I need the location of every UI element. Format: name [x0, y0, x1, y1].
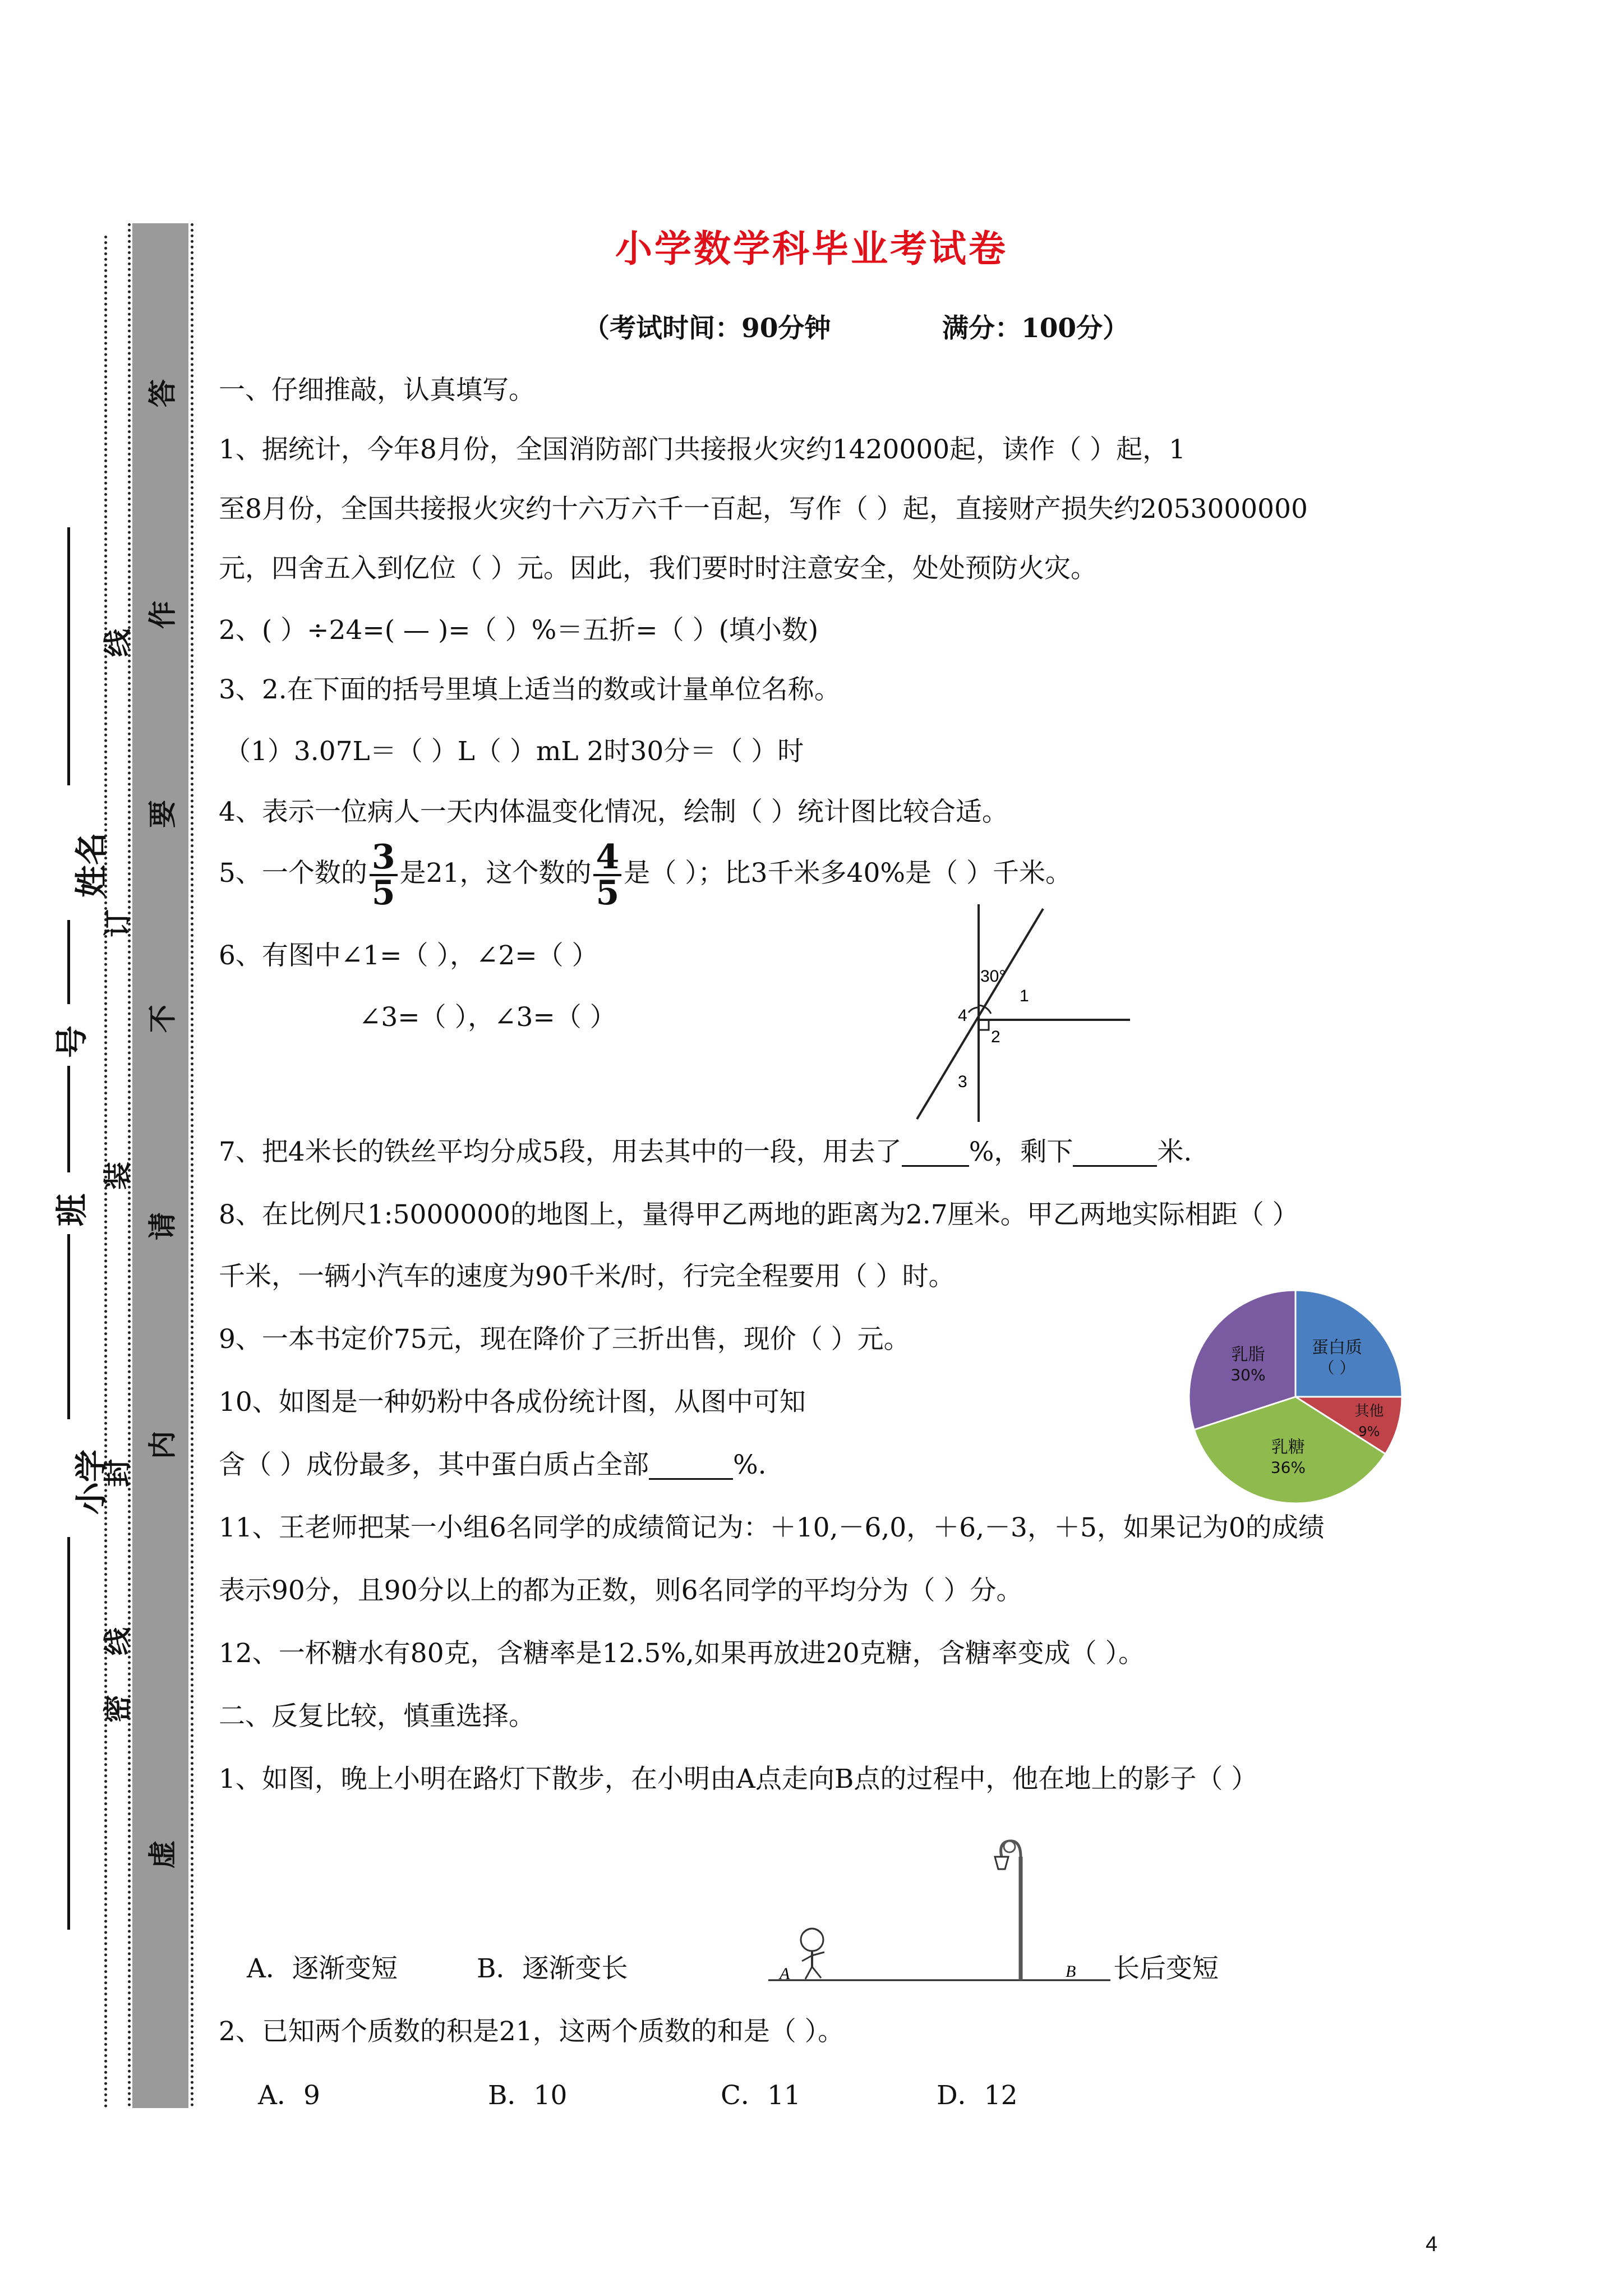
label-number: 号: [53, 1025, 91, 1059]
q1-line2: 至8月份，全国共接报火灾约十六万六千一百起，写作（ ）起，直接财产损失约2053000000: [219, 494, 1308, 524]
name-line-1: [67, 527, 70, 785]
s2-q2-option-c: C．11: [721, 2080, 801, 2111]
person-arm-right: [812, 1952, 824, 1955]
pie-slice-value-0: （ ）: [1318, 1359, 1355, 1378]
margin-mid-char-3: 装: [101, 1162, 134, 1190]
person-leg-right: [812, 1967, 821, 1978]
margin-mid-char-6: 密: [101, 1695, 134, 1723]
angle-label-1: 1: [1020, 987, 1029, 1005]
angle-arc-4: [969, 1007, 979, 1013]
angle-label-4: 4: [958, 1006, 967, 1025]
slanted-line: [917, 909, 1043, 1119]
pie-slice-name-2: 乳糖: [1271, 1437, 1305, 1457]
margin-char-3: 要: [146, 800, 179, 828]
q12: 12、一杯糖水有80克，含糖率是12.5%,如果再放进20克糖，含糖率变成（ ）。: [219, 1638, 1145, 1669]
label-name: 姓名: [72, 832, 110, 898]
q3: 3、2.在下面的括号里填上适当的数或计量单位名称。: [219, 674, 841, 705]
q8-line1: 8、在比例尺1:5000000的地图上，量得甲乙两地的距离为2.7厘米。甲乙两地实际相距（ ）: [219, 1199, 1299, 1230]
q10-blank[interactable]: [649, 1452, 733, 1480]
person-leg-left: [805, 1967, 812, 1979]
q5-fraction-1: [370, 838, 398, 913]
q1-line3: 元，四舍五入到亿位（ ）元。因此，我们要时时注意安全，处处预防火灾。: [219, 553, 1097, 584]
pie-slice-value-1: 9%: [1358, 1424, 1380, 1440]
margin-mid-char-5: 线: [101, 1627, 134, 1655]
q5-frac1-den: 5: [371, 873, 395, 913]
q8-line2: 千米，一辆小汽车的速度为90千米/时，行完全程要用（ ）时。: [219, 1261, 955, 1292]
q5-text-b: 是21，这个数的: [399, 858, 592, 889]
section2-heading: 二、反复比较，慎重选择。: [219, 1701, 535, 1732]
s2-q2-option-b: B．10: [488, 2080, 568, 2111]
q7-blank-1[interactable]: [902, 1139, 969, 1167]
q10-line1: 10、如图是一种奶粉中各成份统计图，从图中可知: [219, 1387, 806, 1418]
pie-slice-name-0: 蛋白质: [1311, 1338, 1362, 1358]
s2-q1-option-a: A．逐渐变短: [247, 1953, 398, 1984]
q10-line2: [219, 1452, 767, 1480]
q11-line1: 11、王老师把某一小组6名同学的成绩简记为：＋10,－6,0，＋6,－3，＋5，如果记为0的成绩: [219, 1512, 1325, 1543]
pie-slice-value-3: 30%: [1230, 1365, 1266, 1384]
q10-text-b: %.: [732, 1450, 767, 1480]
q5-frac2-den: 5: [596, 873, 620, 913]
q11-line2: 表示90分，且90分以上的都为正数，则6名同学的平均分为（ ）分。: [219, 1575, 1023, 1606]
street-lamp-figure: [763, 1834, 1155, 2003]
binding-dotted-line-inner-right: [191, 223, 193, 2108]
q10-text-a: 含（ ）成份最多，其中蛋白质占全部: [219, 1450, 649, 1480]
exam-time: （考试时间：90分钟: [583, 313, 831, 344]
q5-text-c: 是（ ）；比3千米多40%是（ ）千米。: [624, 858, 1072, 889]
q5-frac2-num: 4: [593, 840, 621, 876]
page-number: 4: [1426, 2233, 1438, 2256]
margin-char-2: 作: [146, 601, 179, 629]
margin-char-7: 虚: [146, 1841, 179, 1869]
s2-q1: 1、如图，晚上小明在路灯下散步，在小明由A点走向B点的过程中，他在地上的影子（ ）: [219, 1764, 1258, 1795]
s2-q1-option-cd-tail: 长后变短: [1113, 1953, 1219, 1984]
margin-char-5: 请: [146, 1212, 179, 1240]
point-b-label: B: [1066, 1962, 1076, 1981]
lamp-top: [1004, 1841, 1015, 1852]
right-angle-mark: [979, 1020, 989, 1030]
s2-q2: 2、已知两个质数的积是21，这两个质数的和是（ ）。: [219, 2016, 845, 2047]
pie-slice-name-1: 其他: [1354, 1403, 1384, 1420]
q1-line1: 1、据统计，今年8月份，全国消防部门共接报火灾约1420000起，读作（ ）起，1: [219, 434, 1186, 465]
q6-line2: ∠3=（ ），∠3=（ ）: [359, 1002, 616, 1033]
angle-figure: [909, 898, 1133, 1128]
margin-char-4: 不: [146, 1005, 179, 1033]
person-arm-left: [802, 1955, 812, 1961]
name-line-4: [67, 1234, 70, 1419]
q2: 2、( ）÷24=( — )=（ ）%＝五折=（ ）(填小数): [219, 615, 819, 646]
q7-blank-2[interactable]: [1073, 1139, 1157, 1167]
q4: 4、表示一位病人一天内体温变化情况，绘制（ ）统计图比较合适。: [219, 797, 1008, 827]
q9: 9、一本书定价75元，现在降价了三折出售，现价（ ）元。: [219, 1324, 910, 1355]
name-line-5: [67, 1537, 70, 1930]
s2-q2-option-d: D．12: [937, 2080, 1018, 2111]
s2-q2-option-a: A．9: [258, 2080, 320, 2111]
lamp-head-icon: [995, 1857, 1008, 1869]
point-a-label: A: [780, 1964, 790, 1983]
q7-text-c: 米.: [1157, 1137, 1192, 1167]
q5-text-a: 5、一个数的: [219, 858, 367, 889]
q7: [219, 1139, 1192, 1167]
q6-line1: 6、有图中∠1=（ ），∠2=（ ）: [219, 940, 598, 971]
label-class: 班: [53, 1194, 91, 1227]
milk-powder-pie-chart: [1178, 1279, 1413, 1515]
name-line-3: [67, 1066, 70, 1172]
margin-char-1: 答: [146, 379, 179, 407]
margin-mid-char-1: 线: [101, 629, 134, 657]
q5-frac1-num: 3: [370, 840, 398, 876]
full-score: 满分：100分）: [942, 313, 1129, 344]
exam-title: 小学数学科毕业考试卷: [615, 227, 1008, 270]
label-school: 小学: [72, 1450, 110, 1515]
q3-sub: （1）3.07L＝（ ）L（ ）mL 2时30分＝（ ）时: [224, 736, 804, 767]
margin-mid-char-2: 订: [101, 909, 134, 937]
angle-label-30: 30°: [980, 967, 1006, 986]
section1-heading: 一、仔细推敲，认真填写。: [219, 375, 535, 406]
margin-char-6: 内: [146, 1431, 179, 1459]
angle-label-3: 3: [958, 1073, 967, 1091]
pie-slice-name-3: 乳脂: [1231, 1345, 1265, 1365]
pie-slice-value-2: 36%: [1270, 1458, 1306, 1477]
q5-fraction-2: [593, 838, 621, 913]
binding-strip: [132, 223, 188, 2108]
name-line-2: [67, 920, 70, 1004]
q7-text-b: %，剩下: [969, 1137, 1073, 1167]
q7-text-a: 7、把4米长的铁丝平均分成5段，用去其中的一段，用去了: [219, 1137, 902, 1167]
angle-label-2: 2: [991, 1028, 1000, 1046]
s2-q1-option-b: B．逐渐变长: [477, 1953, 628, 1984]
margin-mid-char-4: 封: [101, 1459, 134, 1487]
